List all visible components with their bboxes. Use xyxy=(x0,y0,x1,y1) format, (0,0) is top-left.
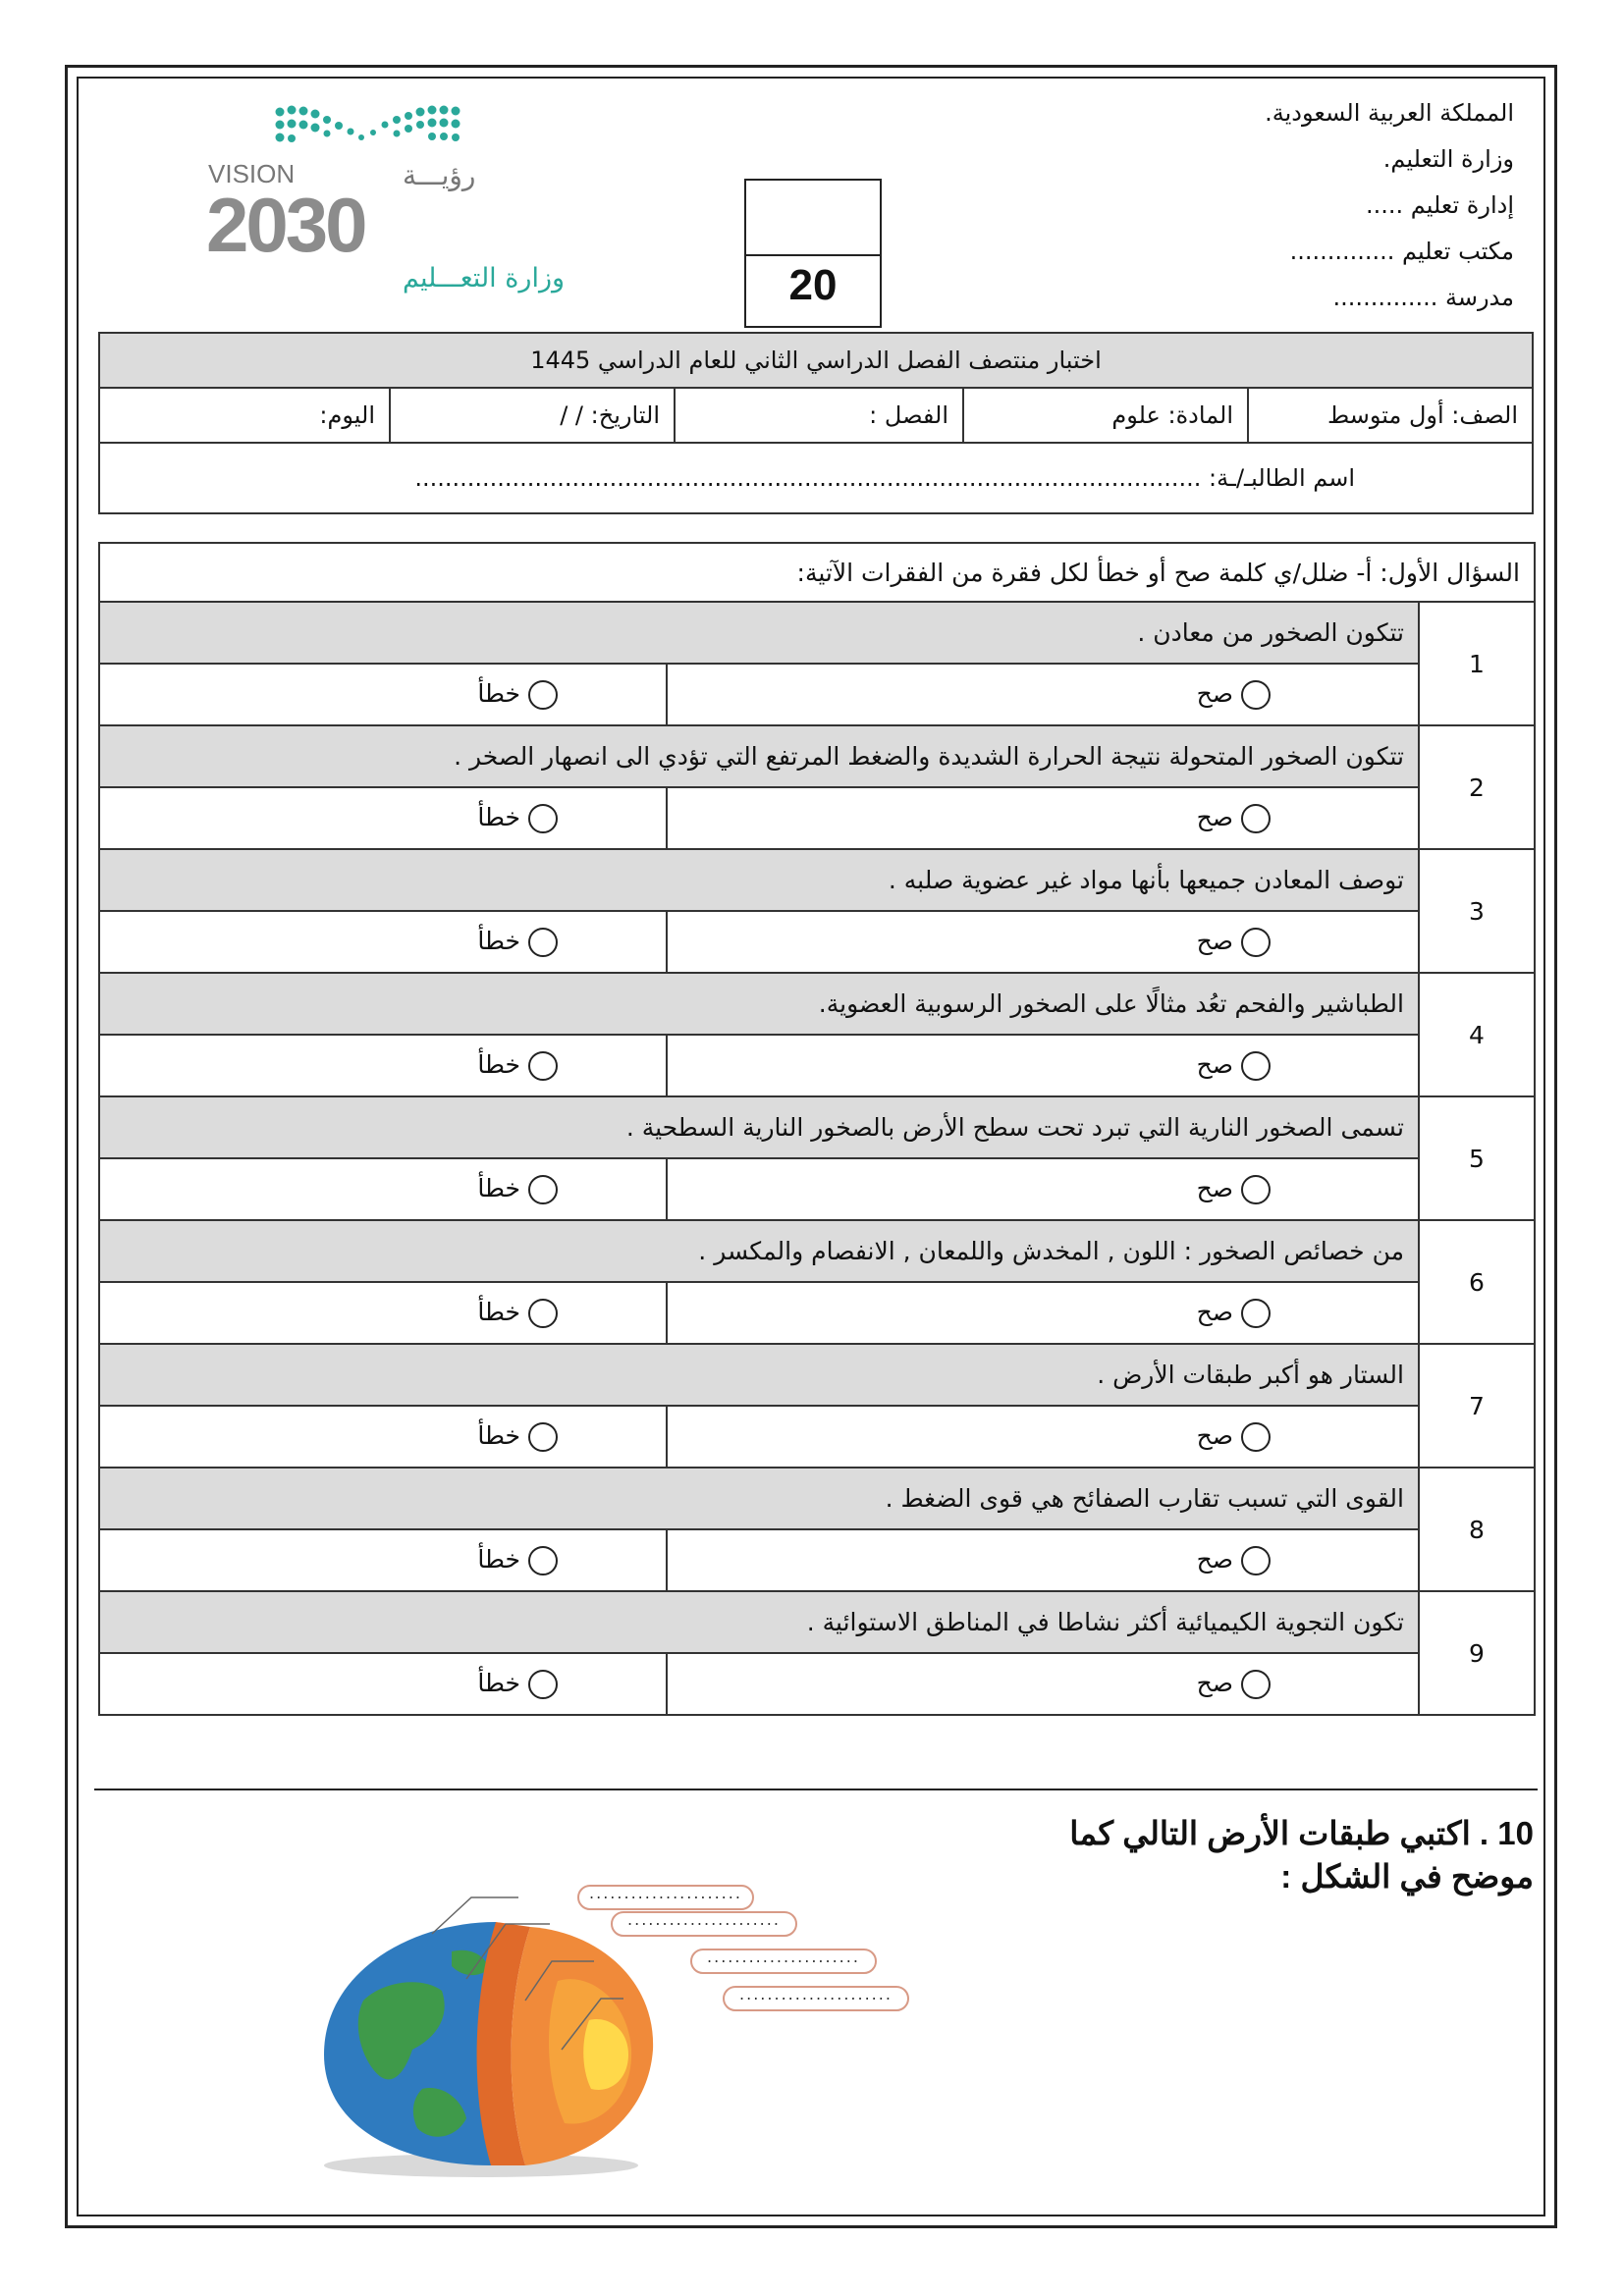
header-line: مكتب تعليم .............. xyxy=(1289,238,1514,265)
header-line: إدارة تعليم ..... xyxy=(1365,191,1514,219)
false-option[interactable] xyxy=(99,1282,667,1344)
true-label: صح xyxy=(1196,1174,1233,1202)
section-divider xyxy=(94,1789,1538,1790)
item-statement: من خصائص الصخور : اللون , المخدش واللمعان , الانفصام والمكسر . xyxy=(99,1220,1419,1282)
circle-icon xyxy=(1241,1422,1271,1452)
answer-blank-2[interactable]: ...................... xyxy=(611,1911,797,1937)
true-label: صح xyxy=(1196,1421,1233,1450)
item-number: 2 xyxy=(1419,725,1535,849)
true-option[interactable] xyxy=(667,1406,1419,1468)
true-option[interactable] xyxy=(667,1282,1419,1344)
true-label: صح xyxy=(1196,803,1233,831)
answer-row xyxy=(99,1035,1535,1096)
true-option[interactable] xyxy=(667,1653,1419,1715)
item-statement: الستار هو أكبر طبقات الأرض . xyxy=(99,1344,1419,1406)
subject-field: المادة: علوم xyxy=(962,389,1247,442)
answer-row xyxy=(99,911,1535,973)
item-number: 9 xyxy=(1419,1591,1535,1715)
circle-icon xyxy=(1241,680,1271,710)
class-field[interactable]: الفصل : xyxy=(674,389,962,442)
false-label: خطأ xyxy=(477,679,520,708)
true-label: صح xyxy=(1196,1545,1233,1574)
vision-2030-logo xyxy=(196,98,566,294)
false-option[interactable] xyxy=(99,787,667,849)
true-option[interactable] xyxy=(667,1158,1419,1220)
circle-icon xyxy=(528,1422,558,1452)
true-option[interactable] xyxy=(667,1529,1419,1591)
false-label: خطأ xyxy=(477,1050,520,1079)
item-number: 4 xyxy=(1419,973,1535,1096)
question-1-table xyxy=(98,542,1536,1716)
answer-row xyxy=(99,664,1535,725)
logo-vision-en: VISION xyxy=(208,159,296,188)
true-option[interactable] xyxy=(667,787,1419,849)
false-label: خطأ xyxy=(477,1174,520,1202)
false-option[interactable] xyxy=(99,1035,667,1096)
circle-icon xyxy=(1241,804,1271,833)
circle-icon xyxy=(528,680,558,710)
circle-icon xyxy=(528,1175,558,1204)
true-label: صح xyxy=(1196,1298,1233,1326)
item-number: 1 xyxy=(1419,602,1535,725)
exam-info-box xyxy=(98,332,1534,514)
item-number: 6 xyxy=(1419,1220,1535,1344)
logo-vision-ar: رؤيـــة xyxy=(403,159,476,191)
grade-field: الصف: أول متوسط xyxy=(1247,389,1532,442)
item-statement: تتكون الصخور من معادن . xyxy=(99,602,1419,664)
school-header xyxy=(1265,90,1514,321)
header-line: وزارة التعليم. xyxy=(1382,145,1514,173)
item-statement: تكون التجوية الكيميائية أكثر نشاطا في المناطق الاستوائية . xyxy=(99,1591,1419,1653)
item-statement: تسمى الصخور النارية التي تبرد تحت سطح الأرض بالصخور النارية السطحية . xyxy=(99,1096,1419,1158)
false-option[interactable] xyxy=(99,911,667,973)
false-option[interactable] xyxy=(99,1158,667,1220)
false-label: خطأ xyxy=(477,1298,520,1326)
answer-blank-3[interactable]: ...................... xyxy=(690,1949,877,1974)
true-option[interactable] xyxy=(667,911,1419,973)
true-label: صح xyxy=(1196,1669,1233,1697)
false-label: خطأ xyxy=(477,1421,520,1450)
logo-ministry: وزارة التعـــليم xyxy=(403,263,566,294)
answer-row xyxy=(99,787,1535,849)
answer-blank-1[interactable]: ...................... xyxy=(577,1885,754,1910)
answer-row xyxy=(99,1158,1535,1220)
question-1-title: السؤال الأول: أ- ضلل/ي كلمة صح أو خطأ لكل فقرة من الفقرات الآتية: xyxy=(99,543,1535,602)
answer-row xyxy=(99,1529,1535,1591)
false-option[interactable] xyxy=(99,1529,667,1591)
answer-blank-4[interactable]: ...................... xyxy=(723,1986,909,2011)
score-box[interactable] xyxy=(744,179,882,328)
item-number: 5 xyxy=(1419,1096,1535,1220)
item-statement: توصف المعادن جميعها بأنها مواد غير عضوية صلبه . xyxy=(99,849,1419,911)
exam-meta-row xyxy=(100,389,1532,444)
date-field[interactable]: التاريخ: / / xyxy=(389,389,674,442)
circle-icon xyxy=(528,804,558,833)
true-label: صح xyxy=(1196,927,1233,955)
false-option[interactable] xyxy=(99,1406,667,1468)
circle-icon xyxy=(1241,1051,1271,1081)
item-number: 3 xyxy=(1419,849,1535,973)
true-option[interactable] xyxy=(667,1035,1419,1096)
false-label: خطأ xyxy=(477,1669,520,1697)
item-statement: القوى التي تسبب تقارب الصفائح هي قوى الضغط . xyxy=(99,1468,1419,1529)
day-field[interactable]: اليوم: xyxy=(319,401,375,429)
answer-row xyxy=(99,1406,1535,1468)
circle-icon xyxy=(528,928,558,957)
false-label: خطأ xyxy=(477,803,520,831)
item-number: 7 xyxy=(1419,1344,1535,1468)
circle-icon xyxy=(528,1051,558,1081)
header-line: مدرسة .............. xyxy=(1332,284,1514,311)
true-option[interactable] xyxy=(667,664,1419,725)
answer-row xyxy=(99,1282,1535,1344)
circle-icon xyxy=(1241,1299,1271,1328)
circle-icon xyxy=(1241,1175,1271,1204)
item-statement: الطباشير والفحم تعُد مثالًا على الصخور الرسوبية العضوية. xyxy=(99,973,1419,1035)
false-option[interactable] xyxy=(99,664,667,725)
circle-icon xyxy=(1241,1670,1271,1699)
item-number: 8 xyxy=(1419,1468,1535,1591)
false-label: خطأ xyxy=(477,1545,520,1574)
true-label: صح xyxy=(1196,679,1233,708)
score-divider xyxy=(746,254,880,256)
exam-title: اختبار منتصف الفصل الدراسي الثاني للعام الدراسي 1445 xyxy=(100,334,1532,389)
circle-icon xyxy=(1241,928,1271,957)
false-label: خطأ xyxy=(477,927,520,955)
student-name-field[interactable]: اسم الطالبـ/ـة: ......................................................................................................... xyxy=(414,464,1355,492)
true-label: صح xyxy=(1196,1050,1233,1079)
item-statement: تتكون الصخور المتحولة نتيجة الحرارة الشديدة والضغط المرتفع التي تؤدي الى انصهار الصخر . xyxy=(99,725,1419,787)
logo-year: 2030 xyxy=(206,182,365,268)
circle-icon xyxy=(528,1299,558,1328)
circle-icon xyxy=(528,1546,558,1575)
circle-icon xyxy=(1241,1546,1271,1575)
false-option[interactable] xyxy=(99,1653,667,1715)
circle-icon xyxy=(528,1670,558,1699)
answer-row xyxy=(99,1653,1535,1715)
header-line: المملكة العربية السعودية. xyxy=(1265,99,1514,127)
score-total: 20 xyxy=(788,261,838,309)
question-10-text: 10 . اكتبي طبقات الأرض التالي كما موضح في الشكل : xyxy=(1069,1815,1534,1895)
logo-dots xyxy=(276,106,460,143)
